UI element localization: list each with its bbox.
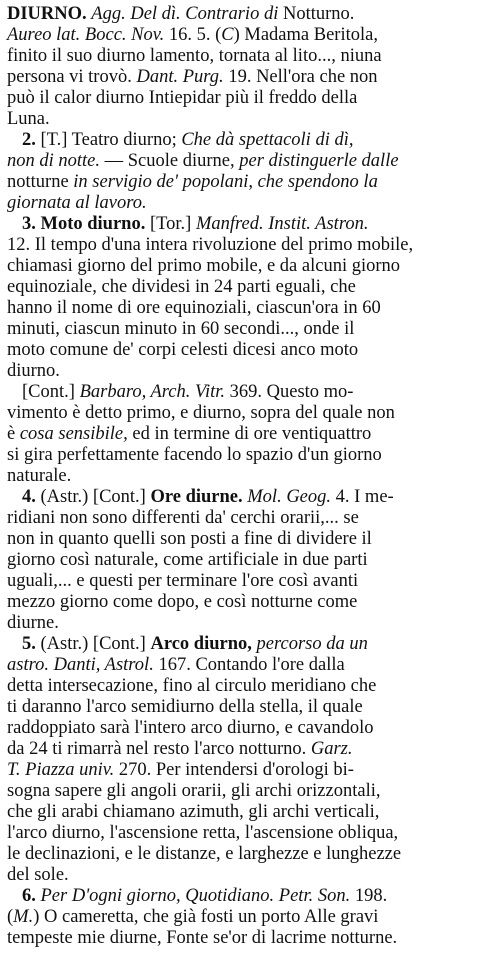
text-run: ) Madama Beritola, — [233, 25, 378, 45]
text-run: non di notte. — [7, 151, 101, 171]
subentry: Arco diurno, — [150, 634, 252, 654]
citation: T. Piazza univ. — [7, 760, 115, 780]
text-run: chiamasi giorno del primo mobile, e da alcuni giorno — [7, 256, 401, 276]
text-run: notturne — [7, 172, 69, 192]
text-run: Che dà spettacoli di dì, — [181, 130, 354, 150]
citation: Dant. Purg. — [136, 67, 224, 87]
text-run: non in quanto quelli son posti a fine di dividere il — [7, 529, 372, 549]
text-run: tempeste mie diurne, Fonte se'or di lacrime notturne. — [7, 928, 398, 948]
text-run: M. — [13, 907, 34, 927]
headword: DIURNO. — [7, 4, 92, 24]
text-run: percorso da un — [251, 634, 368, 654]
text-run: finito il suo diurno lamento, tornata al lito..., niuna — [7, 46, 382, 66]
text-run: — Scuole diurne, — [100, 151, 240, 171]
text-run: [Tor.] — [145, 214, 196, 234]
text-run: ridiani non sono differenti da' cerchi orarii,... se — [7, 508, 359, 528]
text-run: equinoziale, che dividesi in 24 parti eguali, che — [7, 277, 356, 297]
text-run: giorno così naturale, come artificiale in due parti — [7, 550, 368, 570]
text-line — [7, 926, 471, 950]
text-run: l'arco diurno, l'ascensione retta, l'ascensione obliqua, — [7, 823, 399, 843]
text-run: Per D'ogni giorno, Quotidiano. Petr. Son. — [35, 886, 351, 906]
text-run: uguali,... e questi per terminare l'ore così avanti — [7, 571, 359, 591]
text-run: ) O cameretta, che già fosti un porto Alle gravi — [33, 907, 379, 927]
text-run: è — [7, 424, 20, 444]
text-run: 369. Questo mo- — [225, 382, 354, 402]
text-run: minuti, ciascun minuto in 60 secondi..., onde il — [7, 319, 355, 339]
citation: Manfred. Instit. Astron. — [195, 214, 369, 234]
subentry: Moto diurno. — [35, 214, 146, 234]
text-run: mezzo giorno come dopo, e così notturne come — [7, 592, 358, 612]
definition: Agg. Del dì. Contrario di — [91, 4, 279, 24]
text-run: 167. Contando l'ore dalla — [153, 655, 345, 675]
text-run: si gira perfettamente facendo lo spazio d'un giorno — [7, 445, 382, 465]
citation: Garz. — [310, 739, 353, 759]
text-run: Il tempo d'una intera rivoluzione del primo mobile, — [30, 235, 414, 255]
text-run: diurno. — [7, 361, 60, 381]
citation: Aureo lat. Bocc. Nov. — [7, 25, 165, 45]
sense-number: 3. — [22, 214, 36, 234]
text-run: le declinazioni, e le distanze, e larghezze e lunghezze — [7, 844, 402, 864]
text-run: raddoppiato sarà l'intero arco diurno, e cavandolo — [7, 718, 374, 738]
text-run: diurne. — [7, 613, 59, 633]
text-run: persona vi trovò. — [7, 67, 137, 87]
sense-number: 5. — [22, 634, 36, 654]
text-run: 4. I me- — [331, 487, 394, 507]
text-run: ed in termine di ore ventiquattro — [127, 424, 372, 444]
sense-number: 6. — [22, 886, 36, 906]
text-run: cosa sensibile, — [19, 424, 128, 444]
sense-number: 2. — [22, 130, 36, 150]
text-run: sogna sapere gli angoli orarii, gli archi orizzontali, — [7, 781, 381, 801]
subentry: Ore diurne. — [150, 487, 243, 507]
text-run: in servigio de' popolani, che spendono la — [68, 172, 378, 192]
text-run: del sole. — [7, 865, 69, 885]
text-run: che gli arabi chiamano azimuth, gli archi verticali, — [7, 802, 380, 822]
text-run: giornata al lavoro. — [7, 193, 147, 213]
text-run: (Astr.) [Cont.] — [35, 634, 151, 654]
text-run: (Astr.) [Cont.] — [35, 487, 151, 507]
citation: Mol. Geog. — [242, 487, 332, 507]
text-run: detta intersecazione, fino al circulo meridiano che — [7, 676, 377, 696]
text-run: [T.] Teatro diurno; — [35, 130, 182, 150]
text-run: 198. — [350, 886, 388, 906]
text-run: [Cont.] — [22, 382, 80, 402]
citation: Barbaro, Arch. Vitr. — [79, 382, 225, 402]
text-run: può il calor diurno Intiepidar più il freddo della — [7, 88, 358, 108]
text-run: 270. Per intendersi d'orologi bi- — [114, 760, 354, 780]
text-run: 16. 5. ( — [164, 25, 222, 45]
text-run: moto comune de' corpi celesti dicesi anco moto — [7, 340, 359, 360]
text-run: ( — [7, 907, 14, 927]
text-run: hanno il nome di ore equinoziali, ciascun'ora in 60 — [7, 298, 381, 318]
text-run: vimento è detto primo, e diurno, sopra del quale non — [7, 403, 395, 423]
sense-number: 4. — [22, 487, 36, 507]
text-run: da 24 ti rimarrà nel resto l'arco notturno. — [7, 739, 311, 759]
text-run: 19. Nell'ora che non — [223, 67, 378, 87]
text-run: Luna. — [7, 109, 50, 129]
citation: astro. Danti, Astrol. — [7, 655, 154, 675]
text-run: C — [221, 25, 234, 45]
text-run: Notturno. — [278, 4, 355, 24]
text-run: ti daranno l'arco semidiurno della stella, il quale — [7, 697, 363, 717]
text-run: per distinguerle dalle — [239, 151, 399, 171]
text-run: 12. — [7, 235, 31, 255]
text-run: naturale. — [7, 466, 72, 486]
